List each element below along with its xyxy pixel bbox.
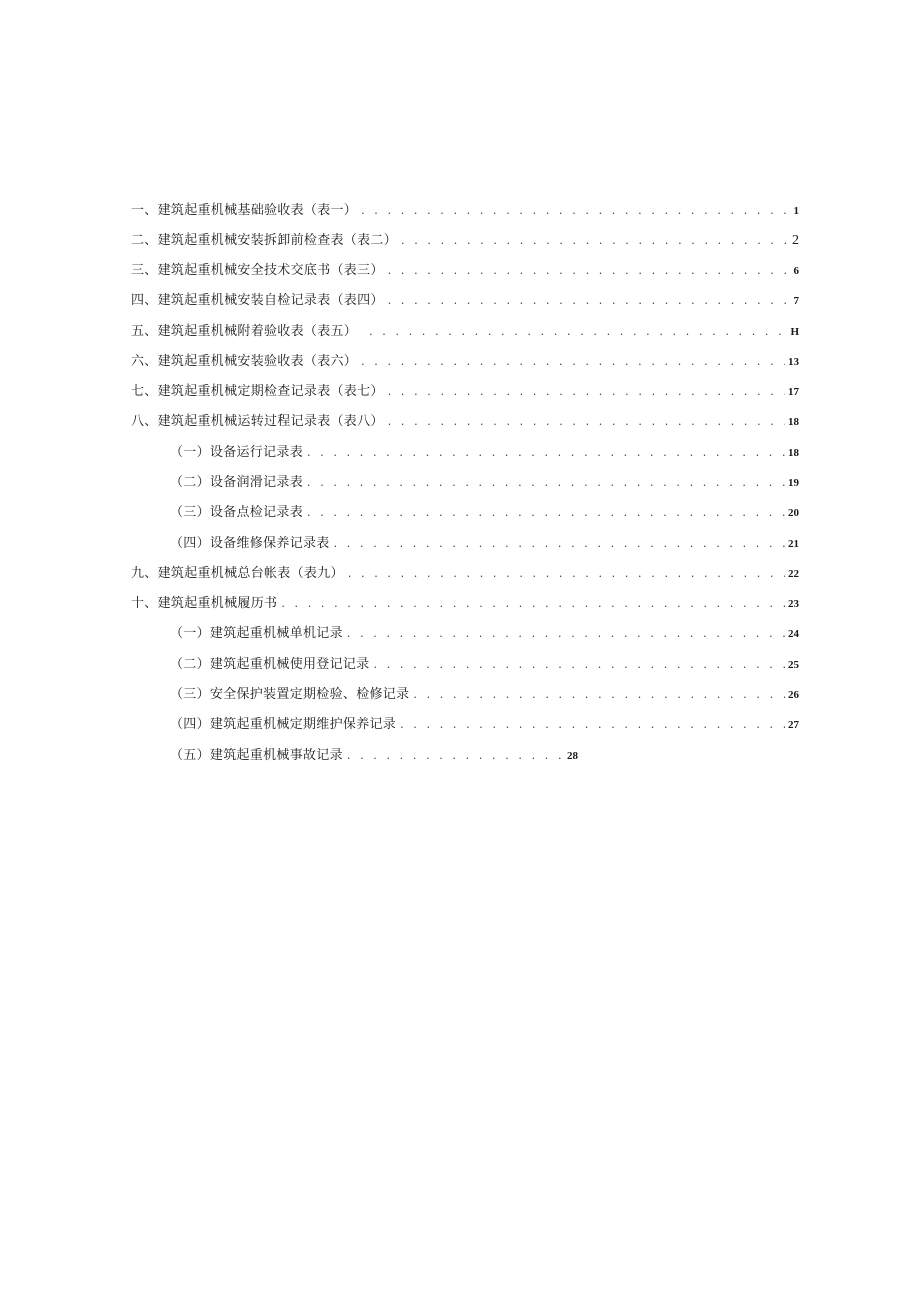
toc-entry-label: （二）设备润滑记录表 [170,475,304,490]
toc-entry-label: 十、建筑起重机械履历书 [131,596,278,611]
toc-entry-5[interactable] [131,318,799,340]
dot-leader [388,384,785,400]
toc-entry-page: 1 [793,205,799,217]
toc-entry-label: 一、建筑起重机械基础验收表（表一） [131,203,358,218]
toc-entry-page: 27 [788,719,799,731]
dot-leader [334,536,785,552]
dot-leader [361,354,785,370]
toc-entry-label: 六、建筑起重机械安装验收表（表六） [131,354,358,369]
toc-entry-label: （四）建筑起重机械定期维护保养记录 [170,717,397,732]
toc-entry-label: （三）安全保护装置定期检验、检修记录 [170,687,410,702]
toc-entry-page: 26 [788,689,799,701]
dot-leader [388,414,785,430]
toc-subentry-8-4[interactable] [170,530,799,552]
dot-leader [369,324,787,340]
toc-entry-page: 25 [788,659,799,671]
dot-leader [374,657,785,673]
dot-leader [307,505,785,521]
toc-entry-page: 23 [788,598,799,610]
toc-entry-page: 2 [792,233,799,248]
toc-entry-page: 19 [788,477,799,489]
dot-leader [413,687,785,703]
toc-entry-3[interactable] [131,257,799,279]
toc-entry-label: （四）设备维修保养记录表 [170,536,330,551]
toc-entry-page: H [790,326,799,338]
toc-entry-10[interactable] [131,590,799,612]
toc-subentry-10-2[interactable] [170,651,799,673]
toc-entry-label: 七、建筑起重机械定期检查记录表（表七） [131,384,384,399]
toc-entry-8[interactable] [131,408,799,430]
dot-leader [388,293,791,309]
toc-entry-page: 18 [788,447,799,459]
toc-entry-label: 八、建筑起重机械运转过程记录表（表八） [131,414,384,429]
dot-leader [400,717,785,733]
toc-entry-label: （五）建筑起重机械事故记录 [170,748,343,763]
toc-entry-page: 17 [788,386,799,398]
dot-leader [347,626,785,642]
toc-entry-page: 13 [788,356,799,368]
toc-subentry-8-3[interactable] [170,499,799,521]
toc-subentry-10-5[interactable] [170,742,578,764]
toc-entry-label: 三、建筑起重机械安全技术交底书（表三） [131,263,384,278]
toc-entry-label: 四、建筑起重机械安装自检记录表（表四） [131,293,384,308]
toc-entry-7[interactable] [131,378,799,400]
toc-entry-page: 20 [788,507,799,519]
toc-entry-9[interactable] [131,560,799,582]
dot-leader [307,445,785,461]
toc-entry-2[interactable] [131,227,799,249]
dot-leader [307,475,785,491]
toc-entry-label: （二）建筑起重机械使用登记记录 [170,657,370,672]
toc-entry-page: 6 [793,265,799,277]
dot-leader [348,566,785,582]
toc-entry-page: 21 [788,538,799,550]
toc-entry-label: 九、建筑起重机械总台帐表（表九） [131,566,344,581]
toc-entry-page: 22 [788,568,799,580]
dot-leader [281,596,785,612]
dot-leader [361,203,790,219]
toc-subentry-8-1[interactable] [170,439,799,461]
toc-subentry-10-3[interactable] [170,681,799,703]
toc-entry-label: （三）设备点检记录表 [170,505,304,520]
toc-subentry-10-4[interactable] [170,711,799,733]
toc-entry-label: 二、建筑起重机械安装拆卸前检查表（表二） [131,233,398,248]
toc-entry-page: 7 [793,295,799,307]
toc-entry-1[interactable] [131,197,799,219]
toc-subentry-8-2[interactable] [170,469,799,491]
toc-entry-label: （一）建筑起重机械单机记录 [170,626,343,641]
toc-entry-page: 28 [567,750,578,762]
dot-leader [388,263,791,279]
toc-entry-label: （一）设备运行记录表 [170,445,304,460]
toc-subentry-10-1[interactable] [170,620,799,642]
toc-entry-6[interactable] [131,348,799,370]
toc-entry-4[interactable] [131,287,799,309]
toc-entry-label: 五、建筑起重机械附着验收表（表五） [131,324,358,339]
dot-leader [347,748,564,764]
dot-leader [401,233,789,249]
toc-entry-page: 18 [788,416,799,428]
toc-entry-page: 24 [788,628,799,640]
